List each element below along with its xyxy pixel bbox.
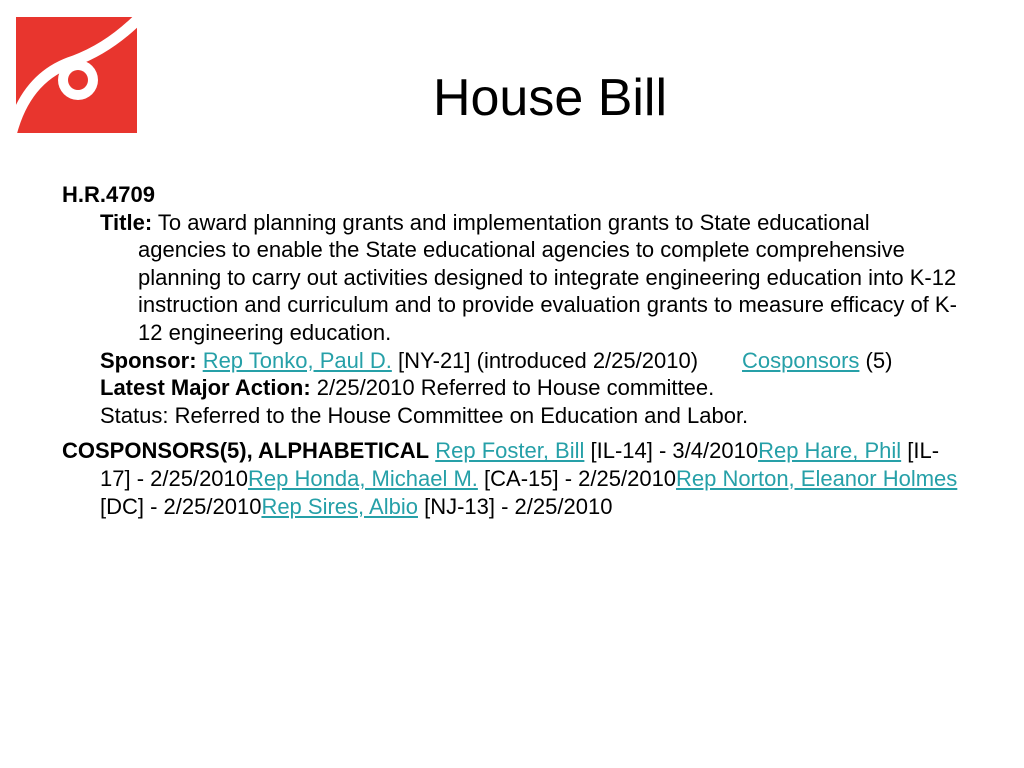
cosponsor-detail: [IL-14] - 3/4/2010: [590, 438, 759, 464]
sponsor-link[interactable]: Rep Tonko, Paul D.: [202, 347, 392, 373]
cosponsor-detail: [CA-15] - 2/25/2010: [484, 465, 677, 491]
title-label: Title:: [100, 209, 153, 235]
cosponsor-link-norton[interactable]: Rep Norton, Eleanor Holmes: [676, 465, 958, 491]
cosponsor-link-foster[interactable]: Rep Foster, Bill: [435, 438, 585, 464]
cosponsors-section: [62, 437, 962, 520]
cosponsor-link-honda[interactable]: Rep Honda, Michael M.: [248, 465, 478, 491]
bill-content: [62, 181, 962, 520]
latest-action-label: Latest Major Action:: [100, 375, 311, 401]
cosponsor-detail: [IL-17] - 2/25/2010: [100, 438, 940, 491]
sponsor-label: Sponsor:: [100, 347, 197, 373]
title-text: To award planning grants and implementation grants to State educational agencies to enable the State educational agencies to complete comprehensive planning to carry out activities designed to integrate engineering education into K-12 instruction and curriculum and to provide evaluation grants to measure efficacy of K-12 engineering education.: [138, 209, 957, 345]
sponsor-detail: [NY-21] (introduced 2/25/2010): [397, 347, 699, 373]
bill-details: [100, 209, 962, 430]
cosponsors-link[interactable]: Cosponsors: [742, 347, 860, 373]
cosponsor-detail: [NJ-13] - 2/25/2010: [424, 493, 613, 519]
cosponsor-detail: [DC] - 2/25/2010: [100, 493, 262, 519]
page-title: House Bill: [432, 69, 668, 127]
bill-number: H.R.4709: [62, 182, 155, 207]
cosponsors-heading: COSPONSORS(5), ALPHABETICAL: [62, 438, 430, 464]
sponsor-line: [100, 347, 962, 375]
cosponsor-link-hare[interactable]: Rep Hare, Phil: [758, 438, 902, 464]
cosponsor-link-sires[interactable]: Rep Sires, Albio: [261, 493, 418, 519]
bill-section: [62, 181, 962, 429]
cosponsors-count: (5): [865, 347, 893, 373]
status-line: Status: Referred to the House Committee on Education and Labor.: [100, 402, 749, 428]
latest-action-line: [100, 374, 962, 402]
red-square-orbit-logo-icon: [16, 17, 137, 133]
bill-title: [100, 209, 962, 347]
latest-action-text: 2/25/2010 Referred to House committee.: [316, 375, 715, 401]
logo: [16, 17, 137, 133]
